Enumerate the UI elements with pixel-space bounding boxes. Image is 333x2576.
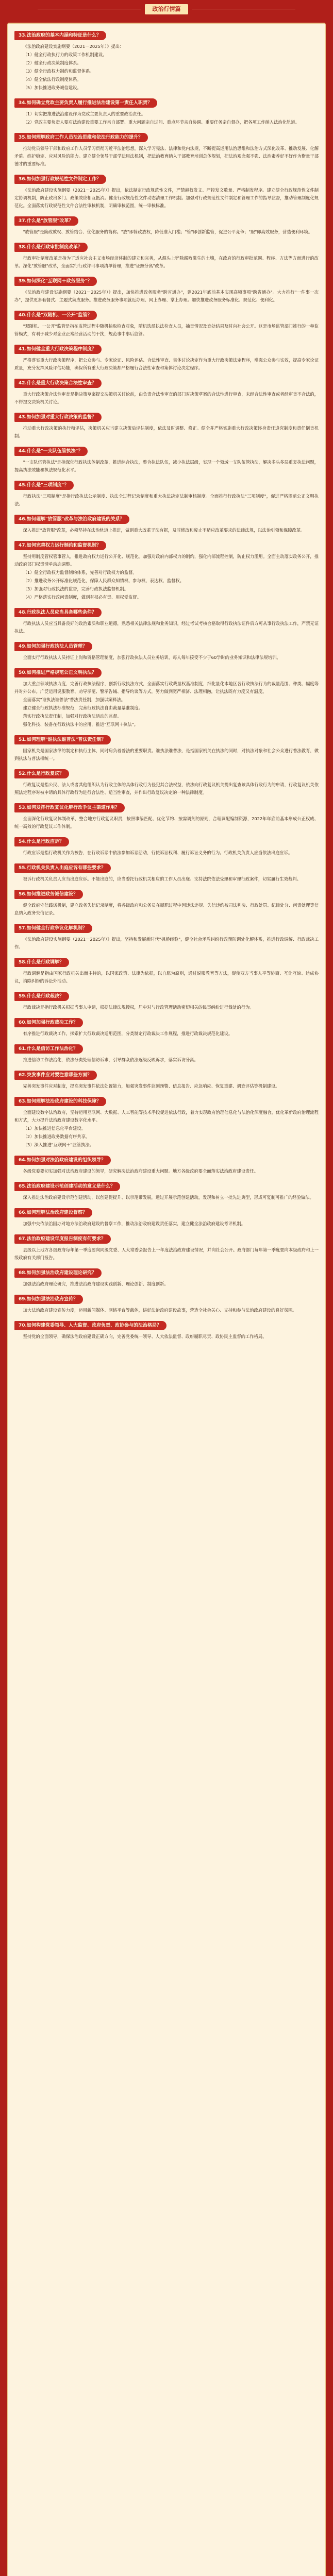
question-title: 48.行政执法人员应当具备哪些条件？ — [14, 608, 102, 617]
answer-paragraph: 全面落实"谁执法谁普法"普法责任制，加强以案释法。 — [23, 697, 126, 702]
qa-item — [14, 241, 319, 270]
answer-body — [14, 289, 319, 304]
question-title: 43.如何加强对重大行政决策的监督？ — [14, 413, 102, 422]
answer-body — [14, 781, 319, 796]
question-title: 42.什么是重大行政决策合法性审查？ — [14, 379, 102, 388]
answer-paragraph: 有序推进行政裁决工作，探索扩大行政裁决适用范围，分类制定行政裁决工作规程，推进行政裁决规范化建设。 — [23, 1031, 233, 1036]
question-title: 49.如何加强行政执法人员管理？ — [14, 642, 92, 651]
question-title: 53.如何发挥行政复议化解行政争议主渠道作用？ — [14, 803, 125, 812]
qa-item — [14, 173, 319, 210]
answer-body — [14, 493, 319, 508]
qa-item — [14, 377, 319, 406]
answer-paragraph: 行政执法人员应当具备良好的政治素质和职业道德，熟悉相关法律法规和业务知识，经过考试考核合格取得行政执法证件后方可从事行政执法工作，严禁无证执法。 — [14, 621, 319, 634]
qa-item — [14, 956, 319, 985]
qa-item — [14, 1180, 319, 1201]
answer-body — [14, 1280, 319, 1288]
answer-body — [14, 1109, 319, 1149]
question-title: 67.法治政府建设年度报告制度有何要求？ — [14, 1234, 111, 1244]
answer-paragraph: "双随机、一公开"监管是指在监管过程中随机抽取检查对象，随机选派执法检查人员，抽查情况及查处结果及时向社会公开。这是市场监管部门推行的一种监管模式，有利于减少对企业正常经营活动的干扰，规范事中事后监管。 — [14, 324, 319, 336]
answer-paragraph: （1）切实把推进法治建设作为党政主要负责人的重要政治责任。 — [23, 111, 146, 116]
answer-paragraph: 全面深化行政复议体制改革，整合地方行政复议职责，按照事编匹配、优化节约、按需调剂的原则，合理调配编制资源，2022年年底前基本形成公正权威、统一高效的行政复议工作体制。 — [14, 816, 319, 829]
answer-body — [14, 357, 319, 372]
answer-body — [14, 902, 319, 917]
answer-paragraph: 坚持用制度管权管事管人，推进政府权力运行公开化、规范化。加强对政府内部权力的制约，强化内部流程控制，防止权力滥用。全面主动落实政务公开，推动政府部门权责清单动态调整。 — [14, 554, 319, 567]
qa-panel — [7, 23, 326, 2576]
question-title: 39.如何深化"互联网＋政务服务"？ — [14, 277, 97, 286]
answer-paragraph: （5）加快推进政务诚信建设。 — [23, 85, 81, 90]
answer-paragraph: 推动党员领导干部和政府工作人员学习贯彻习近平法治思想，深入学习宪法、法律和党内法规，不断提高运用法治思维和法治方式深化改革、推动发展、化解矛盾、维护稳定、应对风险的能力。建立健全领导干部学法用法机制，把法治教育纳入干部教育培训总体规划，把法治观念强不强、法治素养好不好作为衡量干部德才的重要标准。 — [14, 146, 319, 166]
question-title: 59.什么是行政裁决？ — [14, 992, 69, 1001]
answer-body — [14, 1220, 319, 1228]
qa-item — [14, 1232, 319, 1262]
question-title: 33.法治政府的基本内涵和特征是什么？ — [14, 31, 106, 40]
answer-body — [14, 815, 319, 831]
question-title: 62.突发事件应对要注意哪些方面？ — [14, 1071, 97, 1080]
answer-body — [14, 110, 319, 126]
answer-body — [14, 1246, 319, 1262]
answer-paragraph: 全面实行行政执法人员持证上岗和资格管理制度，加强行政执法人员业务培训，每人每年接受不少于60学时的业务知识和法律法规培训。 — [23, 655, 281, 660]
answer-paragraph: "放管服"是简政放权、放管结合、优化服务的简称。"放"即简政放权，降低准入门槛；"管"即创新监管，促进公平竞争；"服"即高效服务，营造便利环境。 — [23, 229, 313, 234]
answer-body — [14, 459, 319, 474]
qa-item — [14, 411, 319, 440]
answer-paragraph: 行政复议是指公民、法人或者其他组织认为行政主体的具体行政行为侵犯其合法权益，依法向行政复议机关提出复查该具体行政行为的申请，行政复议机关依照法定程序对被申请的具体行政行为进行合法性、适当性审查，并作出行政复议决定的一种法律制度。 — [14, 782, 319, 795]
answer-body — [14, 1307, 319, 1314]
answer-body — [14, 187, 319, 210]
answer-body — [14, 1004, 319, 1011]
qa-item — [14, 479, 319, 508]
answer-paragraph: 《法治政府建设实施纲要（2021－2025年）》提出，依法制定行政规范性文件，严禁越权发文、严控发文数量、严格制发程序。建立健全行政规范性文件制定协调机制，防止政出多门、政策效应相互抵消。健全行政规范性文件动态清理工作机制。加强对行政规范性文件制定和管理工作的指导监督，推动管理制度化规范化。全面落实行政规范性文件合法性审核机制，明确审核范围，统一审核标准。 — [14, 188, 319, 208]
qa-item — [14, 1319, 319, 1341]
answer-body — [14, 145, 319, 168]
question-title: 34.如何确立党政主要负责人履行推进法治建设第一责任人职责？ — [14, 98, 157, 108]
answer-body — [14, 680, 319, 728]
question-title: 60.如何加强行政裁决工作？ — [14, 1018, 83, 1027]
answer-body — [14, 1194, 319, 1201]
answer-paragraph: （4）严格落实行政问责制度，做到有权必有责、用权受监督。 — [23, 595, 141, 600]
qa-item — [14, 445, 319, 474]
answer-body — [14, 255, 319, 270]
qa-item — [14, 922, 319, 951]
answer-paragraph: （1）健全行政执行力的政策工作机制建设。 — [23, 52, 107, 57]
answer-paragraph: （2）加快推进政务数据有序共享。 — [23, 1134, 90, 1139]
qa-item — [14, 1293, 319, 1314]
question-title: 51.如何理解"谁执法谁普法"普法责任制？ — [14, 735, 111, 744]
answer-paragraph: （1）健全行政权力监督制约体系，完善对行政权力的监督。 — [23, 570, 137, 575]
qa-item — [14, 801, 319, 831]
question-title: 38.什么是行政审批制度改革？ — [14, 243, 88, 252]
qa-item — [14, 513, 319, 534]
question-title: 64.如何加强对法治政府建设的组织领导？ — [14, 1156, 111, 1165]
qa-item — [14, 990, 319, 1011]
answer-paragraph: 推动重大行政决策的执行和评估，决策机关应当建立决策后评估制度，依法及时调整、修正。健全并严格实施重大行政决策终身责任追究制度和责任倒查机制。 — [14, 426, 319, 438]
answer-paragraph: 行政执法"三项制度"是指行政执法公示制度、执法全过程记录制度和重大执法决定法制审核制度。全面推行行政执法"三项制度"，促进严格规范公正文明执法。 — [14, 494, 319, 506]
answer-body — [14, 1030, 319, 1038]
answer-paragraph: （3）加强对行政执法的监督，完善行政执法监督机制。 — [23, 586, 128, 591]
section-banner: 政治行情篇 — [145, 4, 188, 14]
question-title: 40.什么是"双随机、一公开"监管？ — [14, 311, 97, 320]
question-title: 70.如何构建党委领导、人大监督、政府负责、政协参与的法治格局？ — [14, 1321, 166, 1330]
answer-paragraph: 推进信访工作法治化，依法分类处理信访诉求，引导群众依法逐级反映诉求，落实诉访分离。 — [23, 1057, 198, 1062]
answer-paragraph: 强化科技、装备在行政执法中的应用，推进"互联网＋执法"。 — [23, 722, 138, 727]
qa-item — [14, 1016, 319, 1038]
question-title: 35.如何理解政府工作人员法治思维和依法行政能力的提升？ — [14, 133, 148, 142]
question-title: 41.如何健全重大行政决策程序制度？ — [14, 345, 102, 354]
answer-body — [14, 620, 319, 635]
question-title: 57.如何健全行政争议化解机制？ — [14, 924, 92, 933]
answer-body — [14, 747, 319, 762]
answer-paragraph: 坚持党的全面领导，确保法治政府建设正确方向，完善党委统一领导、人大依法监督、政府履职尽责、政协民主监督的工作格局。 — [23, 1334, 267, 1339]
qa-item — [14, 309, 319, 338]
question-title: 45.什么是"三项制度"？ — [14, 481, 74, 490]
answer-body — [14, 1333, 319, 1341]
answer-paragraph: 落实行政执法责任制，加强对行政执法活动的监督。 — [23, 714, 122, 719]
answer-body — [14, 970, 319, 985]
qa-item — [14, 666, 319, 728]
answer-paragraph: 加大重点领域执法力度，完善行政执法程序，创新行政执法方式，全面落实行政裁量权基准制度，细化量化本地区各行政执法行为的裁量范围、种类、幅度等并对外公布。广泛运用说服教育、劝导示范、警示告诫、指导约谈等方式，努力做到宽严相济、法理相融，让执法既有力度又有温度。 — [14, 681, 319, 694]
answer-paragraph: 行政应诉是指行政机关作为被告，在行政诉讼中依法参加诉讼活动，行使诉讼权利、履行诉讼义务的行为。行政机关负责人应当依法出庭应诉。 — [23, 850, 293, 855]
answer-paragraph: （4）健全依法行政制度体系。 — [23, 77, 81, 82]
answer-paragraph: 《法治政府建设实施纲要（2021－2025年）》提出，加快推进政务服务"跨省通办"，到2021年底前基本实现高频事项"跨省通办"。大力推行"一件事一次办"，提供更多套餐式、主题式集成服务。推进政务服务事项就近办理、网上办理、掌上办理。加快推进政务服务标准化、规范化、便利化。 — [14, 290, 319, 302]
answer-paragraph: 县级以上地方各级政府每年第一季度要向同级党委、人大常委会报告上一年度法治政府建设情况，并向社会公开。政府部门每年第一季度要向本级政府和上一级政府有关部门报告。 — [14, 1247, 319, 1260]
qa-item — [14, 835, 319, 857]
answer-body — [14, 527, 319, 534]
question-title: 46.如何理解"放管服"改革与法治政府建设的关系？ — [14, 515, 129, 524]
answer-paragraph: 健全政府守信践诺机制，建立政务失信记录制度，将各级政府和公务员在履职过程中因违法违规、失信违约被司法判决、行政处罚、纪律处分、问责处理等信息纳入政务失信记录。 — [14, 903, 319, 916]
qa-item — [14, 539, 319, 601]
answer-paragraph: 被诉行政机关负责人应当出庭应诉。不能出庭的，应当委托行政机关相应的工作人员出庭。支持法院依法受理和审理行政案件，切实履行生效裁判。 — [23, 876, 301, 882]
question-title: 55.行政机关负责人出庭应诉有哪些要求？ — [14, 863, 111, 873]
question-title: 58.什么是行政调解？ — [14, 958, 69, 967]
qa-item — [14, 1154, 319, 1175]
qa-item — [14, 214, 319, 236]
answer-paragraph: （1）加快推进信息化平台建设。 — [23, 1126, 86, 1131]
answer-body — [14, 1082, 319, 1090]
qa-item — [14, 861, 319, 883]
answer-body — [14, 228, 319, 236]
answer-paragraph: 加强法治政府理论研究，推进法治政府建设实践创新、理论创新、制度创新。 — [23, 1281, 169, 1286]
question-title: 47.如何完善权力运行制约和监督机制？ — [14, 541, 106, 550]
answer-paragraph: 行政调解是指由国家行政机关出面主持的，以国家政策、法律为依据，以自愿为原则，通过说服教育等方法，促使双方当事人平等协商、互让互谅、达成协议，消除纠纷的诉讼外活动。 — [14, 971, 319, 984]
question-title: 52.什么是行政复议？ — [14, 769, 69, 778]
qa-item — [14, 1266, 319, 1288]
answer-paragraph: （3）健全行政权力制约和监督体系。 — [23, 69, 94, 74]
answer-paragraph: 各级党委要切实加强对法治政府建设的领导，研究解决法治政府建设重大问题。地方各级政府要全面落实法治政府建设责任。 — [23, 1168, 258, 1174]
answer-paragraph: （2）党政主要负责人要对法治建设重要工作亲自部署、重大问题亲自过问、重点环节亲自协调、重要任务亲自督办，把各项工作纳入法治化轨道。 — [23, 120, 299, 125]
answer-body — [14, 654, 319, 662]
answer-paragraph: 全面建设数字法治政府，坚持运用互联网、大数据、人工智能等技术手段促进依法行政，着力实现政府治理信息化与法治化深度融合，优化革新政府治理流程和方式，大力提升法治政府建设数字化水平。 — [14, 1110, 319, 1123]
answer-body — [14, 391, 319, 406]
answer-paragraph: 深入推进"放管服"改革，必须坚持在法治轨道上推进，做到重大改革于法有据，及时修改和废止不适应改革要求的法律法规，以法治引领和保障改革。 — [23, 528, 305, 533]
qa-item — [14, 275, 319, 304]
answer-paragraph: 加强中央依法治国办对地方法治政府建设的督察工作，推动法治政府建设责任落实，建立健全法治政府建设考评机制。 — [23, 1221, 246, 1226]
qa-item — [14, 343, 319, 372]
question-title: 50.如何推进严格规范公正文明执法？ — [14, 668, 102, 677]
answer-paragraph: （2）推进政务公开标准化规范化，保障人民群众知情权、参与权、表达权、监督权。 — [23, 578, 184, 583]
answer-paragraph: 深入推进法治政府建设示范创建活动，以创建促提升、以示范带发展，通过开展示范创建活动，发现和树立一批先进典型，形成可复制可推广的经验做法。 — [23, 1195, 314, 1200]
qa-item — [14, 1206, 319, 1228]
answer-paragraph: 加大法治政府建设宣传力度，运用新闻媒体、网络平台等载体，讲好法治政府建设故事，营造全社会关心、支持和参与法治政府建设的良好氛围。 — [23, 1308, 297, 1313]
question-title: 44.什么是"一支队伍管执法"？ — [14, 447, 88, 456]
qa-item — [14, 640, 319, 662]
qa-item — [14, 733, 319, 762]
answer-body — [14, 849, 319, 857]
qa-item — [14, 767, 319, 796]
answer-paragraph: 国家机关是国家法律的制定和执行主体，同时肩负着普法的重要职责。谁执法谁普法，是指国家机关在执法的同时，对执法对象和社会公众进行普法教育，做到执法与普法相统一。 — [14, 748, 319, 761]
qa-item — [14, 1069, 319, 1090]
answer-paragraph: （2）健全行政决策制度体系。 — [23, 60, 81, 65]
qa-item — [14, 131, 319, 168]
question-title: 61.什么是信访工作法治化？ — [14, 1044, 83, 1054]
answer-paragraph: （3）深入推进"互联网＋"监管执法。 — [23, 1142, 94, 1147]
answer-body — [14, 553, 319, 601]
question-title: 63.如何理解法治政府建设的科技保障？ — [14, 1097, 106, 1106]
qa-item — [14, 1095, 319, 1149]
qa-item — [14, 96, 319, 126]
question-title: 69.如何加强法治政府宣传？ — [14, 1295, 83, 1304]
answer-body — [14, 936, 319, 951]
question-title: 68.如何加强法治政府建设理论研究？ — [14, 1268, 102, 1278]
question-title: 56.如何推进政务诚信建设？ — [14, 890, 83, 899]
qa-item — [14, 29, 319, 92]
question-title: 37.什么是"放管服"改革？ — [14, 216, 78, 226]
answer-paragraph: "一支队伍管执法"是指深化行政执法体制改革，推进综合执法，整合执法队伍，减少执法层级，实现一个领域一支队伍管执法，解决多头多层重复执法问题，提高执法效能和执法规范化水平。 — [14, 460, 319, 472]
answer-body — [14, 425, 319, 440]
question-title: 36.如何加强行政规范性文件制定工作？ — [14, 175, 106, 184]
answer-paragraph: 《法治政府建设实施纲要（2021－2025年）》提出： — [23, 44, 124, 49]
answer-paragraph: 完善突发事件应对制度，提高突发事件依法处置能力，加强突发事件监测预警、信息报告、应急响应、恢复重建、调查评估等机制建设。 — [23, 1083, 280, 1089]
qa-item — [14, 606, 319, 635]
answer-paragraph: 行政审批制度改革是指为了适应社会主义市场经济体制的建立和完善，从源头上铲除腐败滋生的土壤，在政府的行政审批范围、程序、方法等方面进行的改革。深化"放管服"改革，全面实行行政许可事项清单管理，推进"证照分离"改革。 — [14, 256, 319, 268]
answer-paragraph: 行政裁决是指行政机关根据当事人申请，根据法律法规授权，居中对与行政管理活动密切相关的民事纠纷进行裁处的行为。 — [23, 1005, 254, 1010]
answer-paragraph: 重大行政决策合法性审查是指决策草案提交决策机关讨论前，由负责合法性审查的部门对决策草案的合法性进行审查，未经合法性审查或者经审查不合法的，不得提交决策机关讨论。 — [14, 392, 319, 404]
qa-item — [14, 1042, 319, 1064]
qa-item — [14, 888, 319, 917]
question-title: 54.什么是行政应诉？ — [14, 837, 69, 846]
answer-body — [14, 875, 319, 883]
question-title: 65.法治政府建设示范创建活动的意义是什么？ — [14, 1182, 120, 1191]
answer-paragraph: 《法治政府建设实施纲要（2021－2025年）》提出，坚持和发展新时代"枫桥经验"，健全社会矛盾纠纷行政预防调处化解体系，推进行政调解、行政裁决工作。 — [14, 937, 319, 950]
answer-body — [14, 1056, 319, 1064]
answer-body — [14, 43, 319, 92]
question-title: 66.如何理解法治政府建设督察？ — [14, 1208, 92, 1217]
answer-paragraph: 严格落实重大行政决策程序，把公众参与、专家论证、风险评估、合法性审查、集体讨论决定作为重大行政决策法定程序，增强公众参与实效，提高专家论证质量，充分发挥风险评估功能，确保所有重大行政决策都严格履行合法性审查和集体讨论决定程序。 — [14, 358, 319, 370]
answer-body — [14, 323, 319, 338]
answer-paragraph: 建立健全行政执法标准规范，完善行政执法自由裁量基准制度。 — [23, 705, 143, 710]
answer-body — [14, 1167, 319, 1175]
